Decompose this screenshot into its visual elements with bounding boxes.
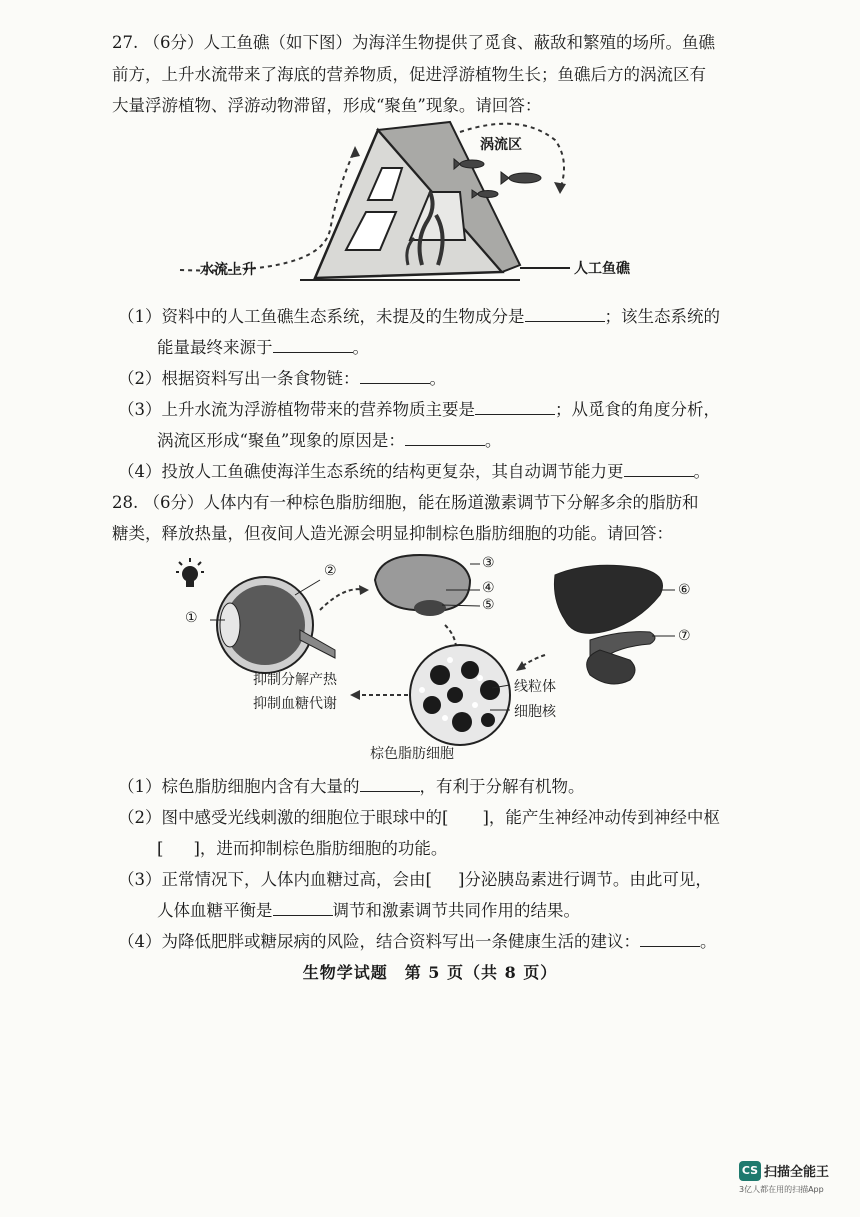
q28-item-3-cont: 人体血糖平衡是 调节和激素调节共同作用的结果。 <box>157 896 580 925</box>
q27-item-3-cont: 涡流区形成“聚鱼”现象的原因是： 。 <box>157 426 501 455</box>
q28-item-2-cont: [ ]，进而抑制棕色脂肪细胞的功能。 <box>157 839 448 858</box>
scanner-watermark <box>739 1160 830 1194</box>
q28-intro-line-1: 28. （6分）人体内有一种棕色脂肪细胞，能在肠道激素调节下分解多余的脂肪和 <box>112 493 699 512</box>
answer-blank[interactable] <box>273 334 353 353</box>
label-7: ⑦ <box>678 628 691 644</box>
upwelling-label: 水流上升 <box>200 262 256 278</box>
camscanner-logo-icon: CS <box>739 1161 761 1181</box>
page-footer: 生物学试题 第 5 页（共 8 页） <box>302 963 558 982</box>
answer-blank[interactable] <box>640 928 700 947</box>
inhibit-heat-label: 抑制分解产热 <box>253 672 337 688</box>
nucleus-label: 细胞核 <box>514 704 556 720</box>
q27-item-1: （1）资料中的人工鱼礁生态系统，未提及的生物成分是 ；该生态系统的 <box>118 302 720 331</box>
q27-intro-line-2: 前方，上升水流带来了海底的营养物质，促进浮游植物生长；鱼礁后方的涡流区有 <box>112 65 706 84</box>
q27-intro-line-1: 27. （6分）人工鱼礁（如下图）为海洋生物提供了觅食、蔽敌和繁殖的场所。鱼礁 <box>112 33 715 52</box>
watermark-name: 扫描全能王 <box>764 1165 830 1180</box>
artificial-reef-label: 人工鱼礁 <box>574 261 630 277</box>
label-5: ⑤ <box>482 597 495 613</box>
answer-blank[interactable] <box>624 458 694 477</box>
answer-blank[interactable] <box>360 773 420 792</box>
q28-item-3: （3）正常情况下，人体内血糖过高，会由[ ]分泌胰岛素进行调节。由此可见， <box>118 870 712 889</box>
q28-intro-line-2: 糖类，释放热量，但夜间人造光源会明显抑制棕色脂肪细胞的功能。请回答： <box>112 524 673 543</box>
label-4: ④ <box>482 580 495 596</box>
q27-intro-line-3: 大量浮游植物、浮游动物滞留，形成“聚鱼”现象。请回答： <box>112 96 542 115</box>
brown-fat-figure <box>170 550 710 750</box>
q27-item-1-cont: 能量最终来源于 。 <box>157 333 369 362</box>
answer-blank[interactable] <box>525 303 605 322</box>
q27-item-2: （2）根据资料写出一条食物链： 。 <box>118 364 446 393</box>
answer-blank[interactable] <box>405 427 485 446</box>
watermark-tagline: 3亿人都在用的扫描App <box>739 1185 824 1194</box>
light-bulb-icon <box>176 558 204 587</box>
label-1: ① <box>185 610 198 626</box>
q28-item-2: （2）图中感受光线刺激的细胞位于眼球中的[ ]，能产生神经冲动传到神经中枢 <box>118 808 720 827</box>
label-6: ⑥ <box>678 582 691 598</box>
q27-item-3: （3）上升水流为浮游植物带来的营养物质主要是 ；从觅食的角度分析， <box>118 395 720 424</box>
q28-item-4: （4）为降低肥胖或糖尿病的风险，结合资料写出一条健康生活的建议： 。 <box>118 927 717 956</box>
inhibit-glucose-label: 抑制血糖代谢 <box>253 696 337 712</box>
mitochondria-label: 线粒体 <box>514 679 556 695</box>
answer-blank[interactable] <box>360 365 430 384</box>
answer-blank[interactable] <box>273 897 333 916</box>
figure-caption: 棕色脂肪细胞 <box>370 746 454 762</box>
eddy-zone-label: 涡流区 <box>480 137 522 153</box>
q27-item-4: （4）投放人工鱼礁使海洋生态系统的结构更复杂，其自动调节能力更 。 <box>118 457 710 486</box>
label-3: ③ <box>482 555 495 571</box>
label-2: ② <box>324 563 337 579</box>
answer-blank[interactable] <box>475 396 555 415</box>
q28-item-1: （1）棕色脂肪细胞内含有大量的 ，有利于分解有机物。 <box>118 772 585 801</box>
